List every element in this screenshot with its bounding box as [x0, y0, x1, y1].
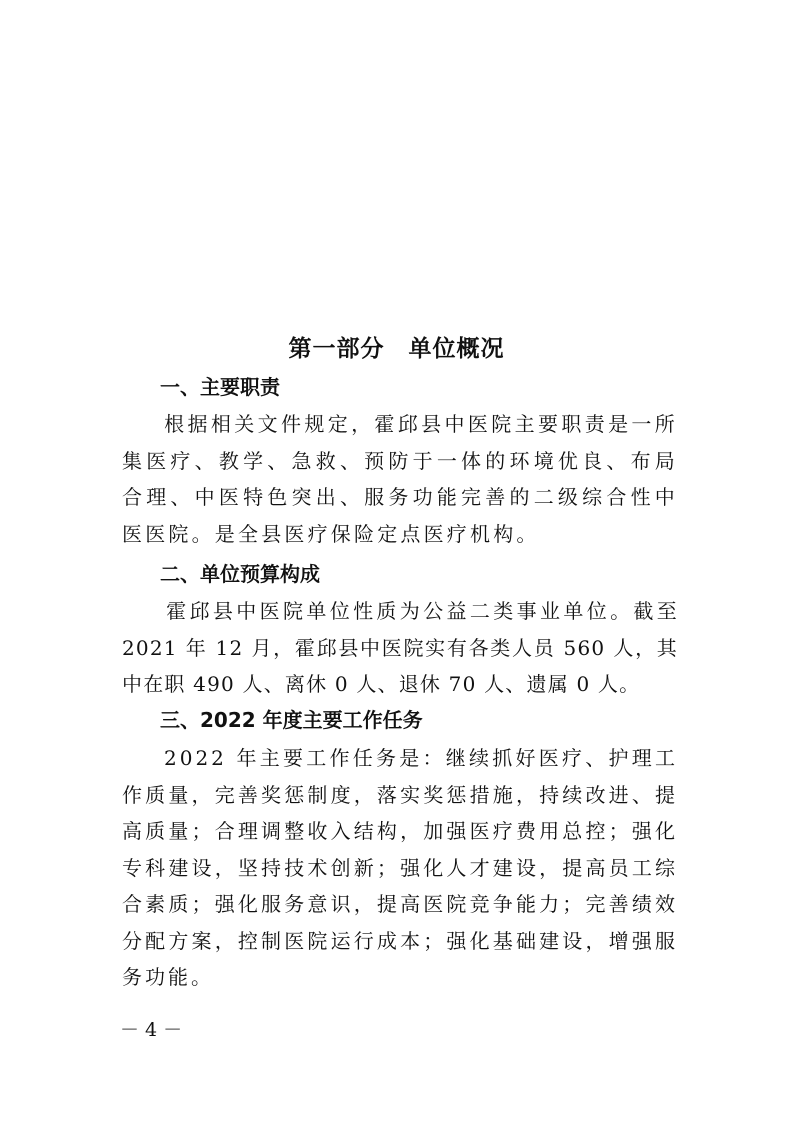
section-body-text: 霍邱县中医院单位性质为公益二类事业单位。截至 2021 年 12 月，霍邱县中医院实有各类人员 560 人，其中在职 490 人、离休 0 人、退休 70 人、遗属 0 人。: [122, 599, 678, 696]
section-heading-work-tasks: 三、2022 年度主要工作任务: [160, 708, 423, 732]
part-title: 第一部分 单位概况: [288, 336, 505, 362]
page-number: － 4 －: [120, 1019, 183, 1041]
section-body-work-tasks: [122, 740, 678, 996]
section-heading-budget-composition: 二、单位预算构成: [160, 562, 320, 586]
section-body-budget-composition: [122, 593, 678, 703]
section-body-text: 2022 年主要工作任务是：继续抓好医疗、护理工作质量，完善奖惩制度，落实奖惩措施，持续改进、提高质量；合理调整收入结构，加强医疗费用总控；强化专科建设，坚持技术创新；强化人才建设，提高员工综合素质；强化服务意识，提高医院竞争能力；完善绩效分配方案，控制医院运行成本；强化基础建设，增强服务功能。: [122, 746, 678, 989]
section-body-text: 根据相关文件规定，霍邱县中医院主要职责是一所集医疗、教学、急救、预防于一体的环境优良、布局合理、中医特色突出、服务功能完善的二级综合性中医医院。是全县医疗保险定点医疗机构。: [122, 412, 678, 546]
section-body-responsibilities: [122, 406, 678, 552]
section-heading-responsibilities: 一、主要职责: [160, 375, 280, 399]
